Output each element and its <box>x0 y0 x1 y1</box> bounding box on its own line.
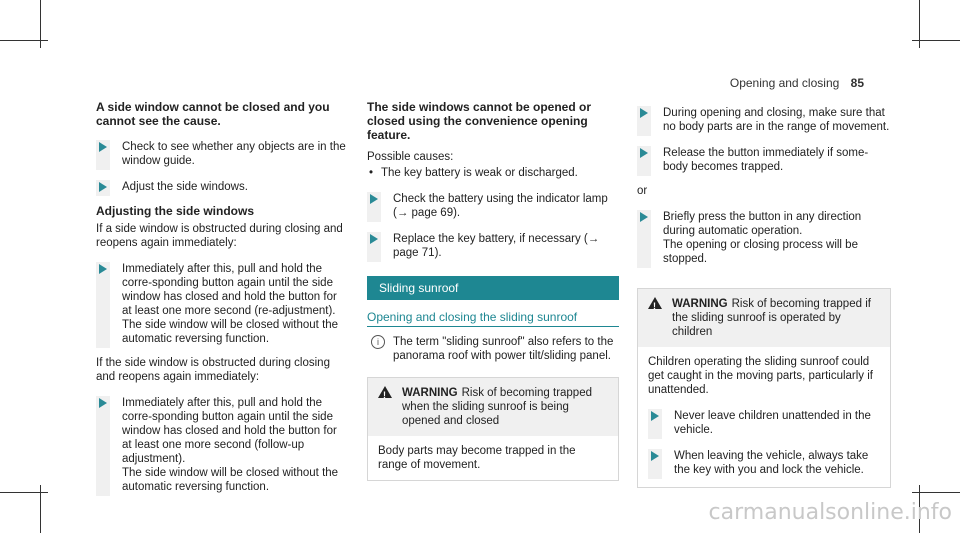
causes-label: Possible causes: <box>367 151 454 163</box>
step-result: The opening or closing process will be stopped. <box>663 239 858 265</box>
section-title: Sliding sunroof <box>367 276 619 300</box>
arrow-icon <box>96 180 110 196</box>
crop-mark <box>0 492 48 493</box>
arrow-icon <box>637 106 651 136</box>
warning-header <box>368 378 618 436</box>
step <box>637 106 891 134</box>
step <box>96 140 346 168</box>
crop-mark <box>912 40 960 41</box>
header-title: Opening and closing <box>729 76 840 90</box>
warning-title: Risk of becoming trapped if the sliding sunroof is operated by children <box>672 298 871 338</box>
crop-mark <box>0 40 48 41</box>
warning-header <box>638 289 890 347</box>
step <box>96 180 346 194</box>
arrow-icon <box>367 192 381 222</box>
column-3 <box>637 100 891 496</box>
step <box>648 449 880 477</box>
step-text: Check the battery using the indicator lamp (→ page 69). <box>393 193 608 219</box>
column-2 <box>367 100 619 489</box>
arrow-icon <box>96 262 110 348</box>
warning-box <box>367 377 619 481</box>
note-text: The term "sliding sunroof" also refers to the panorama roof with power tilt/sliding panel. <box>393 336 614 362</box>
step-text: Adjust the side windows. <box>122 181 248 193</box>
info-icon: i <box>371 335 385 349</box>
heading: The side windows cannot be opened or closed using the convenience opening feature. <box>367 100 592 142</box>
warning-title: Risk of becoming trapped when the sliding sunroof is being opened and closed <box>402 387 592 427</box>
warning-box <box>637 288 891 488</box>
warning-body <box>638 347 890 487</box>
warning-triangle-icon: ! <box>378 386 392 398</box>
step-result: The side window will be closed without the automatic reversing function. <box>122 467 339 493</box>
step-text: Immediately after this, pull and hold the corre-sponding button again until the side window has closed and hold the button for at least one more second (follow-up adjustment). <box>122 397 337 465</box>
crop-mark <box>912 492 960 493</box>
page-header <box>730 76 864 90</box>
warning-label: WARNING <box>672 298 728 310</box>
step-text: Immediately after this, pull and hold the corre-sponding button again until the side window has closed and hold the button for at least one more second (re-adjustment). <box>122 263 337 317</box>
arrow-icon <box>367 232 381 262</box>
warning-triangle-icon: ! <box>648 297 662 309</box>
warning-body: Body parts may become trapped in the range of movement. <box>378 445 576 471</box>
arrow-icon <box>96 140 110 170</box>
arrow-icon <box>648 409 662 439</box>
step-text: Never leave children unattended in the vehicle. <box>674 410 871 436</box>
step-text: During opening and closing, make sure that no body parts are in the range of movement. <box>663 107 890 133</box>
warning-text: Children operating the sliding sunroof could get caught in the moving parts, particularly if unattended. <box>648 356 874 396</box>
arrow-icon <box>648 449 662 479</box>
step-text: Release the button immediately if some-body becomes trapped. <box>663 147 869 173</box>
arrow-icon <box>637 146 651 176</box>
step-text: Replace the key battery, if necessary (→ page 71). <box>393 233 600 259</box>
bullet-item: • The key battery is weak or discharged. <box>367 166 619 180</box>
step-text: Briefly press the button in any direction during automatic operation. <box>663 211 862 237</box>
arrow-icon <box>96 396 110 496</box>
note <box>367 335 619 363</box>
paragraph: If the side window is obstructed during closing and reopens again immediately: <box>96 357 330 383</box>
watermark: carmanualsonline.info <box>708 500 952 525</box>
step <box>637 210 891 266</box>
step <box>96 396 346 494</box>
step-result: The side window will be closed without the automatic reversing function. <box>122 319 339 345</box>
step <box>367 232 619 260</box>
step <box>367 192 619 220</box>
step-text: Check to see whether any objects are in the window guide. <box>122 141 346 167</box>
subheading: Opening and closing the sliding sunroof <box>367 310 619 327</box>
heading: A side window cannot be closed and you cannot see the cause. <box>96 100 330 128</box>
step-text: When leaving the vehicle, always take the key with you and lock the vehicle. <box>674 450 869 476</box>
warning-label: WARNING <box>402 387 458 399</box>
page-number: 85 <box>850 76 864 90</box>
heading: Adjusting the side windows <box>96 204 255 218</box>
column-1 <box>96 100 346 504</box>
step <box>648 409 880 437</box>
arrow-icon <box>637 210 651 268</box>
paragraph: If a side window is obstructed during closing and reopens again immediately: <box>96 223 343 249</box>
step <box>637 146 891 174</box>
or-text: or <box>637 185 648 197</box>
step <box>96 262 346 346</box>
